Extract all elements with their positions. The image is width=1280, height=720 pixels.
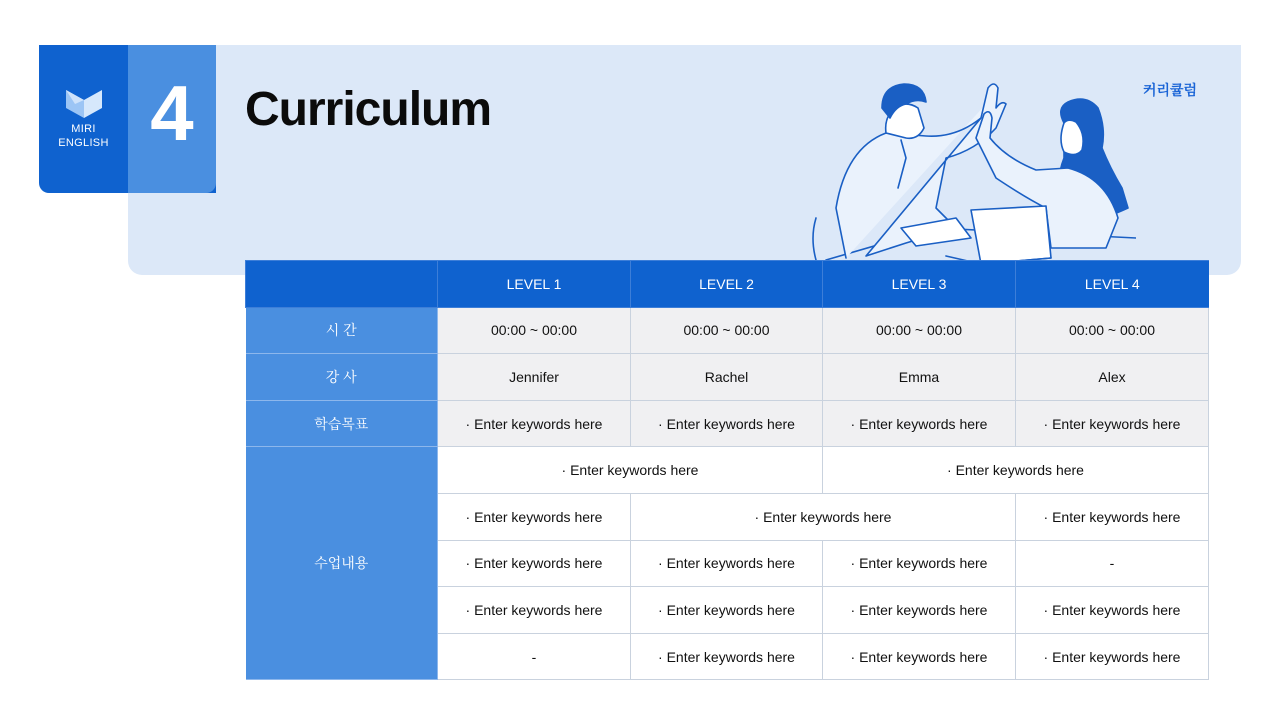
teacher-cell: Rachel — [631, 354, 823, 401]
high-five-illustration — [806, 78, 1136, 278]
teacher-cell: Alex — [1016, 354, 1209, 401]
content-cell: · Enter keywords here — [823, 633, 1016, 680]
goal-cell: · Enter keywords here — [823, 400, 1016, 447]
teacher-cell: Jennifer — [438, 354, 631, 401]
content-cell: · Enter keywords here — [631, 633, 823, 680]
table-row-goal — [246, 400, 1209, 447]
table-corner-cell — [246, 261, 438, 308]
chapter-number: 4 — [150, 69, 194, 157]
brand-logo — [39, 88, 128, 150]
content-cell: · Enter keywords here — [438, 493, 631, 540]
time-cell: 00:00 ~ 00:00 — [1016, 307, 1209, 354]
content-cell: · Enter keywords here — [438, 540, 631, 587]
content-cell: - — [1016, 540, 1209, 587]
teacher-cell: Emma — [823, 354, 1016, 401]
time-cell: 00:00 ~ 00:00 — [631, 307, 823, 354]
table-row-content — [246, 447, 1209, 494]
content-cell: · Enter keywords here — [1016, 633, 1209, 680]
level-header: LEVEL 2 — [631, 261, 823, 308]
content-cell: · Enter keywords here — [1016, 493, 1209, 540]
row-label-teacher: 강 사 — [246, 354, 438, 401]
content-cell: · Enter keywords here — [631, 540, 823, 587]
page-title: Curriculum — [245, 83, 492, 136]
level-header: LEVEL 3 — [823, 261, 1016, 308]
table-row-time — [246, 307, 1209, 354]
content-cell: - — [438, 633, 631, 680]
level-header: LEVEL 1 — [438, 261, 631, 308]
time-cell: 00:00 ~ 00:00 — [438, 307, 631, 354]
page-subtitle: 커리큘럼 — [1142, 82, 1198, 98]
book-logo-icon — [66, 88, 102, 118]
content-cell: · Enter keywords here — [1016, 587, 1209, 634]
row-label-time: 시 간 — [246, 307, 438, 354]
brand-name: MIRI ENGLISH — [58, 123, 109, 149]
goal-cell: · Enter keywords here — [1016, 400, 1209, 447]
content-cell: · Enter keywords here — [823, 540, 1016, 587]
curriculum-table — [245, 260, 1209, 680]
table-header-row — [246, 261, 1209, 308]
content-cell: · Enter keywords here — [631, 587, 823, 634]
row-label-goal: 학습목표 — [246, 400, 438, 447]
content-cell: · Enter keywords here — [823, 447, 1209, 494]
time-cell: 00:00 ~ 00:00 — [823, 307, 1016, 354]
row-label-content: 수업내용 — [246, 447, 438, 680]
goal-cell: · Enter keywords here — [438, 400, 631, 447]
content-cell: · Enter keywords here — [823, 587, 1016, 634]
content-cell: · Enter keywords here — [438, 447, 823, 494]
goal-cell: · Enter keywords here — [631, 400, 823, 447]
content-cell: · Enter keywords here — [631, 493, 1016, 540]
table-row-teacher — [246, 354, 1209, 401]
level-header: LEVEL 4 — [1016, 261, 1209, 308]
content-cell: · Enter keywords here — [438, 587, 631, 634]
